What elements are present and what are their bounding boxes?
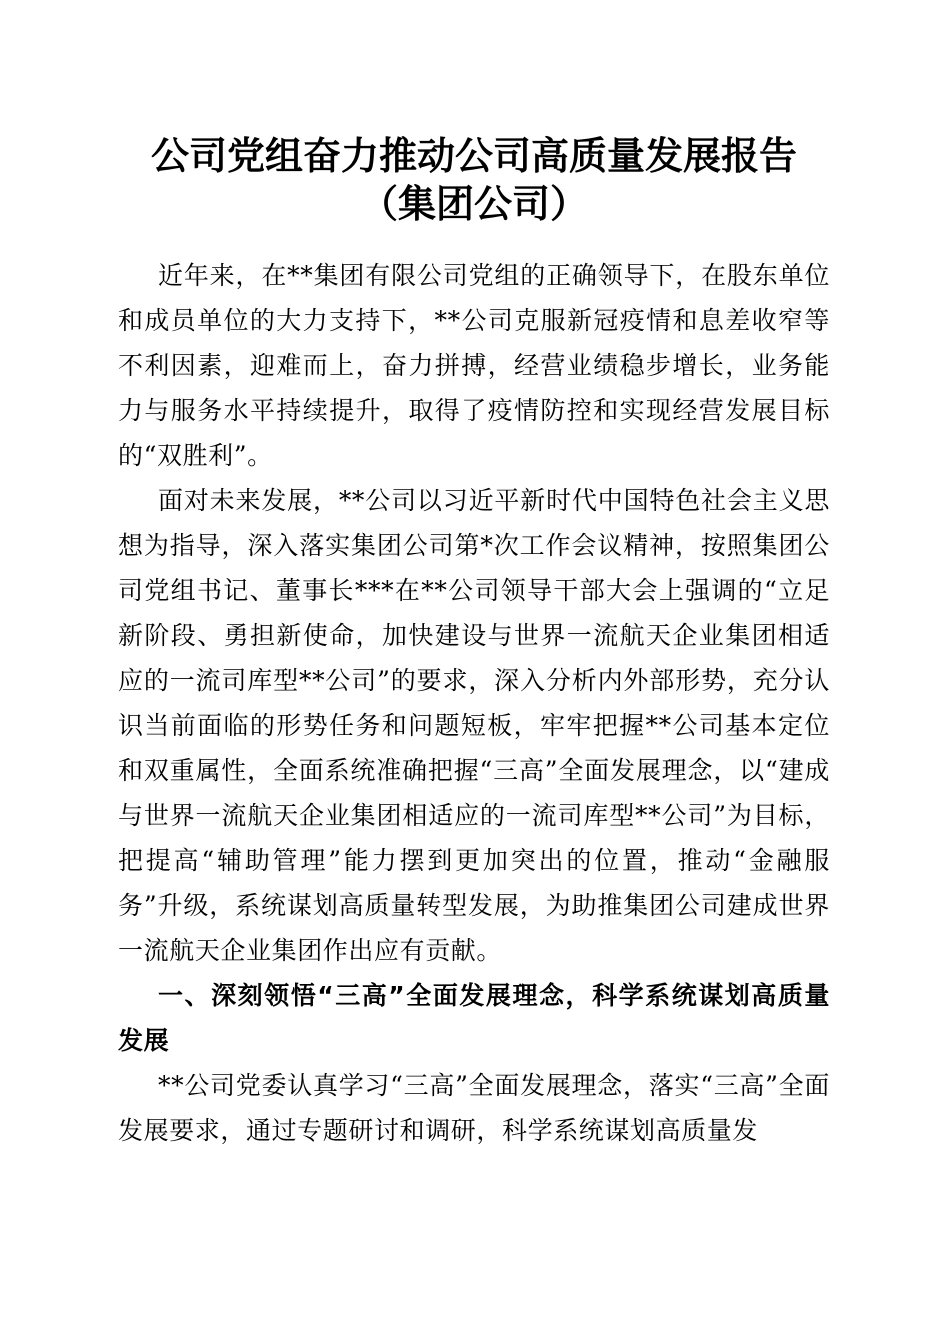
paragraph-future-development: 面对未来发展，**公司以习近平新时代中国特色社会主义思想为指导，深入落实集团公司第*次工作会议精神，按照集团公司党组书记、董事长***在**公司领导干部大会上强调的“立足新阶段、勇担新使命，加快建设与世界一流航天企业集团相适应的一流司库型**公司”的要求，深入分析内外部形势，充分认识当前面临的形势任务和问题短板，牢牢把握**公司基本定位和双重属性，全面系统准确把握“三高”全面发展理念，以“建成与世界一流航天企业集团相适应的一流司库型**公司”为目标，把提高“辅助管理”能力摆到更加突出的位置，推动“金融服务”升级，系统谋划高质量转型发展，为助推集团公司建成世界一流航天企业集团作出应有贡献。 <box>118 486 830 965</box>
document-title: 公司党组奋力推动公司高质量发展报告（集团公司） <box>150 133 797 226</box>
section-heading-1: 一、深刻领悟“三高”全面发展理念，科学系统谋划高质量发展 <box>118 981 830 1055</box>
paragraph-section-1: **公司党委认真学习“三高”全面发展理念，落实“三高”全面发展要求，通过专题研讨和调研，科学系统谋划高质量发 <box>118 1071 830 1145</box>
document-body <box>118 253 830 1153</box>
paragraph-intro: 近年来，在**集团有限公司党组的正确领导下，在股东单位和成员单位的大力支持下，**公司克服新冠疫情和息差收窄等不利因素，迎难而上，奋力拼搏，经营业绩稳步增长，业务能力与服务水平持续提升，取得了疫情防控和实现经营发展目标的“双胜利”。 <box>118 261 830 470</box>
